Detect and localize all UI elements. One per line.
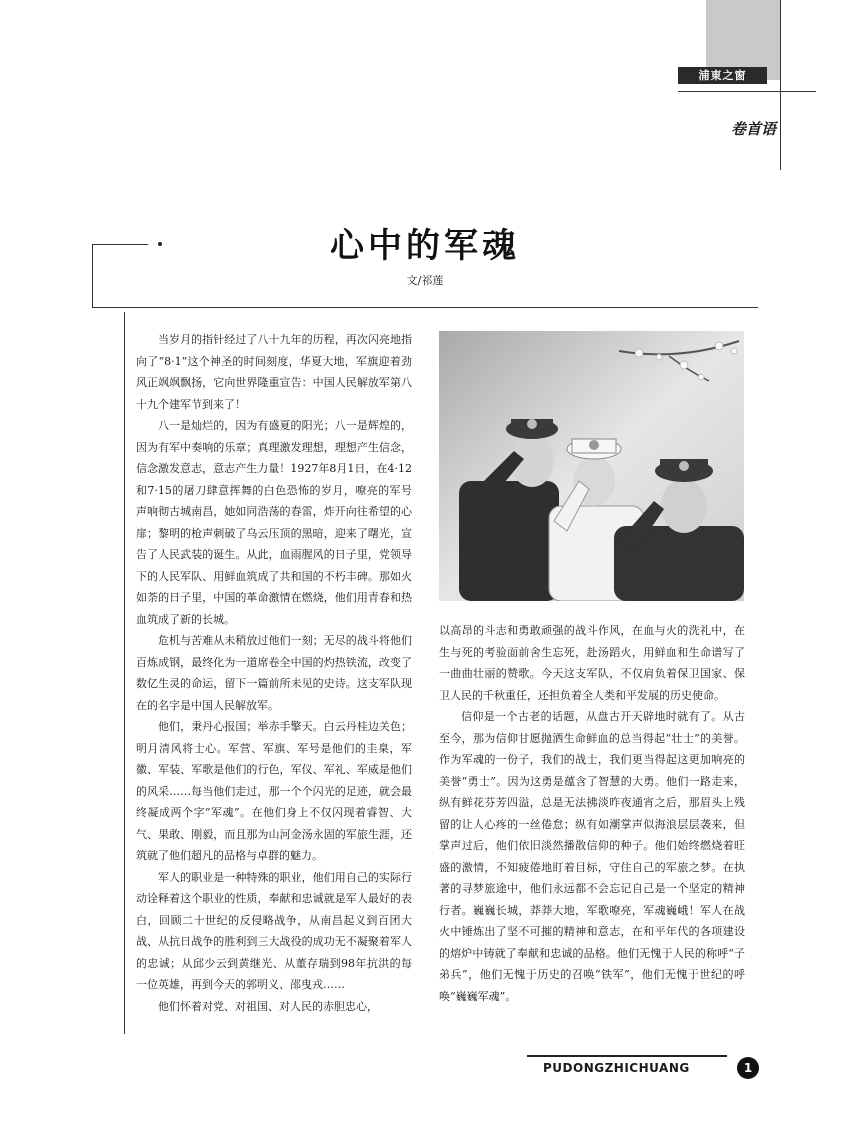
paragraph: 当岁月的指针经过了八十九年的历程，再次闪亮地指向了“8·1”这个神圣的时间刻度，华夏大地，军旗迎着劲风正飒飒飘扬，它向世界隆重宣告：中国人民解放军第八十九个建军节到来了！ xyxy=(136,333,412,411)
page-number-badge: 1 xyxy=(737,1057,759,1079)
paragraph: 八一是灿烂的，因为有盛夏的阳光；八一是辉煌的，因为有军中奏响的乐章；真理激发理想，理想产生信念，信念激发意志，意志产生力量！1927年8月1日，在4·12和7·15的屠刀肆意挥舞的白色恐怖的岁月，嘹亮的军号声响彻古城南昌，她如同浩荡的春雷，炸开向往希望的心扉；黎明的枪声刺破了乌云压顶的黑暗，迎来了曙光，宣告了人民武装的诞生。从此，血雨腥风的日子里，党领导下的人民军队、用鲜血筑成了共和国的不朽丰碑。那如火如荼的日子里，中国的革命激情在燃烧，他们用青春和热血筑成了新的长城。 xyxy=(136,419,412,626)
magazine-brand-tag: 浦東之窗 xyxy=(678,67,767,84)
paragraph: 危机与苦难从未稍放过他们一刻；无尽的战斗将他们百炼成钢，最终化为一道席卷全中国的灼热铁流，改变了数亿生灵的命运，留下一篇前所未见的史诗。这支军队现在的名字是中国人民解放军。 xyxy=(136,634,412,712)
title-frame-top xyxy=(92,244,148,245)
title-frame-left xyxy=(92,244,93,308)
paragraph: 军人的职业是一种特殊的职业，他们用自己的实际行动诠释着这个职业的性质，奉献和忠诚就是军人最好的表白，回顾二十世纪的反侵略战争，从南昌起义到百团大战、从抗日战争的胜利到三大战役的成功无不凝聚着军人的忠诚；从邱少云到黄继光、从董存瑞到98年抗洪的每一位英雄，再到今天的郭明义、邵曳戎…… xyxy=(136,870,412,991)
article-column-left xyxy=(136,329,412,1017)
paragraph: 以高昂的斗志和勇敢顽强的战斗作风，在血与火的洗礼中，在生与死的考验面前舍生忘死，赴汤蹈火，用鲜血和生命谱写了一曲曲壮丽的赞歌。今天这支军队，不仅肩负着保卫国家、保卫人民的千秋重任，还担负着全人类和平发展的历史使命。 xyxy=(439,624,745,702)
footer-rule xyxy=(527,1055,727,1057)
header-rule xyxy=(678,91,816,92)
footer-magazine-name: PUDONGZHICHUANG xyxy=(543,1061,690,1075)
article-column-right xyxy=(439,620,745,1007)
column-vertical-rule xyxy=(124,312,125,1034)
header-vertical-rule xyxy=(780,0,781,170)
three-honor-guard-soldiers-icon xyxy=(439,331,744,601)
article-title: 心中的军魂 xyxy=(330,226,520,266)
title-bullet-dot xyxy=(158,242,162,246)
paragraph: 信仰是一个古老的话题，从盘古开天辟地时就有了。从古至今，那为信仰甘愿抛洒生命鲜血的总当得起“壮士”的美誉。作为军魂的一份子，我们的战士，我们更当得起这更加响亮的美誉“勇士”。因为这勇是蕴含了智慧的大勇。他们一路走来，纵有鲜花芬芳四溢，总是无法拂淡昨夜通宵之后，那眉头上残留的让人心疼的一丝倦怠；纵有如潮掌声似海浪层层袭来，但掌声过后，他们依旧淡然播散信仰的种子。他们始终燃烧着旺盛的激情，不知疲倦地盯着目标，守住自己的军旅之梦。在执著的寻梦旅途中，他们永远都不会忘记自己是一个坚定的精神行者。巍巍长城，莽莽大地，军歌嘹亮，军魂巍峨！军人在战火中锤炼出了坚不可摧的精神和意志，在和平年代的各项建设的熔炉中铸就了奉献和忠诚的品格。他们无愧于人民的称呼“子弟兵”，他们无愧于历史的召唤“铁军”，他们无愧于世纪的呼唤“巍巍军魂”。 xyxy=(439,710,745,1003)
soldiers-photo xyxy=(439,331,744,601)
paragraph: 他们怀着对党、对祖国、对人民的赤胆忠心， xyxy=(158,999,378,1013)
paragraph: 他们，秉丹心报国；举赤手擎天。白云丹桂边关色；明月清风将士心。军营、军旗、军号是他们的圭臬，军徽、军装、军歌是他们的行色，军仪、军礼、军威是他们的风采……每当他们走过，那一个个闪光的足迹，就会最终凝成两个字“军魂”。在他们身上不仅闪现着睿智、大气、果敢、刚毅，而且那为山河金汤永固的军旅生涯，还筑就了他们超凡的品格与卓群的魅力。 xyxy=(136,720,412,862)
section-title: 卷首语 xyxy=(730,120,776,138)
article-byline: 文/祁莲 xyxy=(406,274,444,287)
title-frame-bottom xyxy=(92,307,758,308)
